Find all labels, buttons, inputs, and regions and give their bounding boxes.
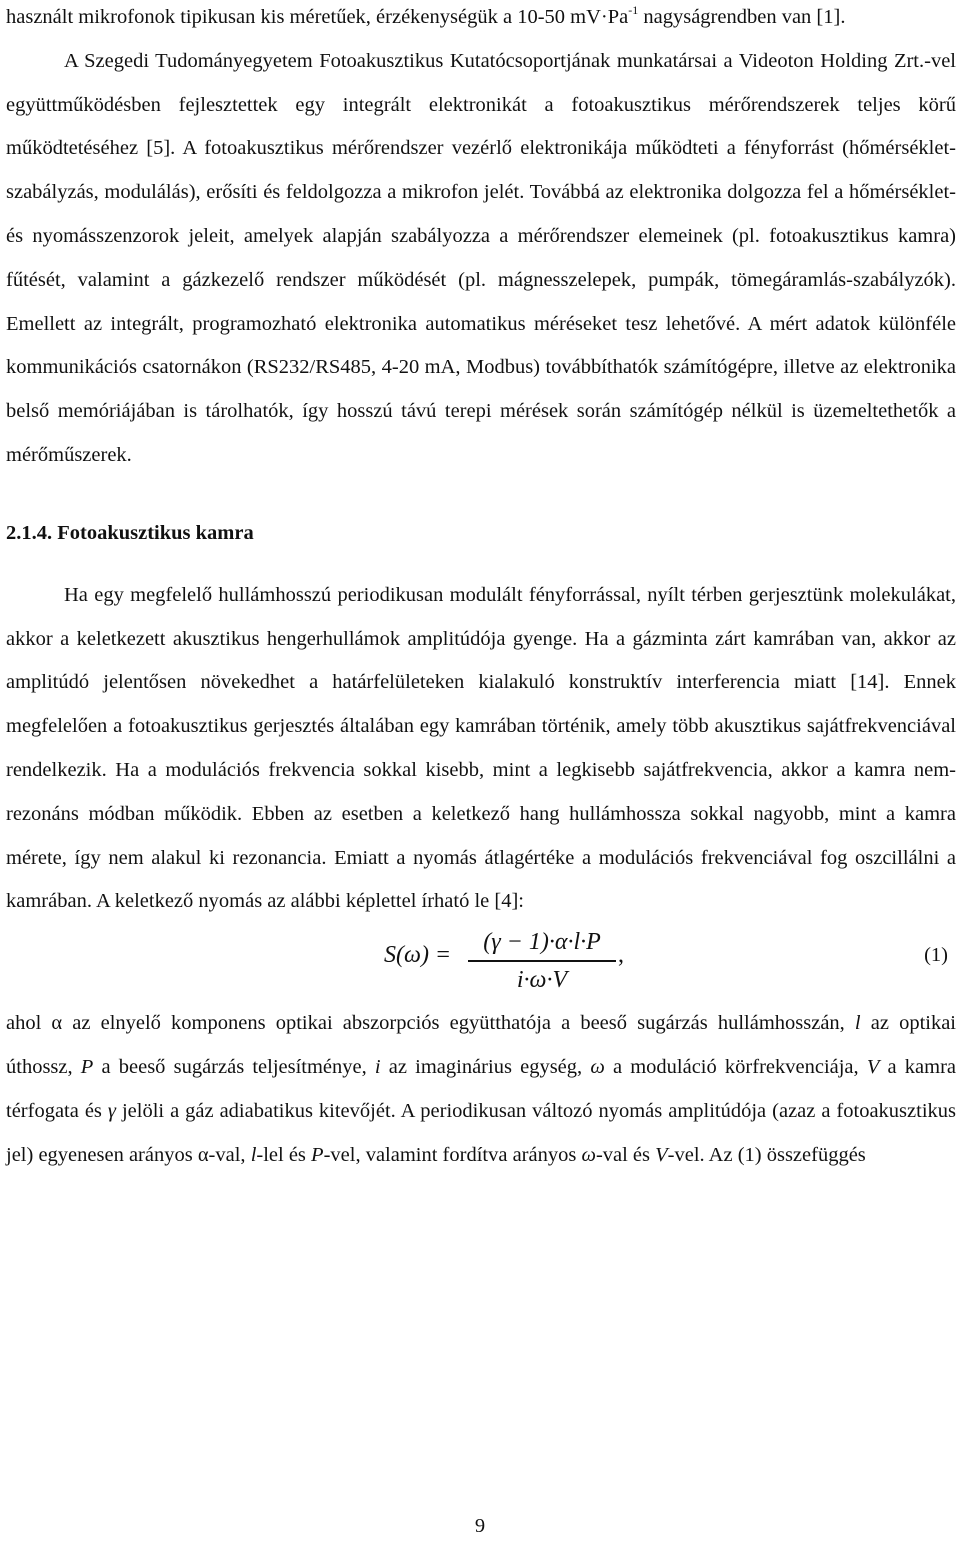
- paragraph-text: az optikai úthossz,: [6, 1012, 957, 1078]
- paragraph-text: használt mikrofonok tipikusan kis méretűek, érzékenységük a 10-50 mV·Pa: [6, 6, 629, 28]
- equation-comma: ,: [618, 942, 624, 969]
- equation-number: (1): [924, 944, 948, 967]
- paragraph-kamra: Ha egy megfelelő hullámhosszú periodikusan modulált fényforrással, nyílt térben gerjesztünk molekulákat, akkor a keletkezett akusztikus hengerhullámok amplitúdója gyenge. Ha a gázminta zárt kamrában van, akkor az amplitúdó jelentősen növekedhet a határfelületeken kialakuló konstruktív interferencia miatt [14]. Ennek megfelelően a fotoakusztikus gerjesztés általában egy kamrában történik, amely több akusztikus sajátfrekvenciával rendelkezik. Ha a modulációs frekvencia sokkal kisebb, mint a legkisebb sajátfrekvencia, akkor a kamra nem-rezonáns módban működik. Ebben az esetben a keletkező hang hullámhossza sokkal nagyobb, mint a kamra mérete, így nem alakul ki rezonancia. Emiatt a nyomás átlagértéke a modulációs frekvenciával fog oszcillálni a kamrában. A keletkező nyomás az alábbi képlettel írható le [4]:: [6, 583, 956, 913]
- symbol-i: i: [374, 1055, 381, 1078]
- equation-denominator: i·ω·V: [516, 966, 568, 993]
- equation-fraction: [468, 926, 616, 996]
- symbol-l: l: [854, 1012, 861, 1035]
- paragraph-text: jelöli a gáz adiabatikus kitevőjét. A periodikusan változó nyomás amplitúdója (azaz a fotoakusztikus jel) egyenesen arányos α-val,: [6, 1099, 956, 1166]
- paragraph-text: -vel, valamint fordítva arányos: [323, 1143, 582, 1166]
- paragraph-text: a beeső sugárzás teljesítménye,: [93, 1055, 375, 1078]
- symbol-l: l: [250, 1143, 257, 1166]
- paragraph-text: ahol α az elnyelő komponens optikai abszorpciós együtthatója a beeső sugárzás hullámhosszán,: [6, 1012, 855, 1035]
- equation-lhs: S(ω) =: [384, 942, 452, 969]
- section-heading: 2.1.4. Fotoakusztikus kamra: [6, 521, 254, 544]
- equation-1: [6, 926, 956, 996]
- symbol-omega: ω: [581, 1143, 596, 1166]
- paragraph-text: -vel. Az (1) összefüggés: [667, 1143, 866, 1166]
- paragraph-text: a kamra térfogata és: [6, 1055, 957, 1122]
- page-number: 9: [474, 1515, 486, 1537]
- paragraph-mikrofon: [6, 0, 956, 40]
- symbol-V: V: [866, 1055, 880, 1078]
- equation-numerator: (γ − 1)·α·l·P: [483, 929, 601, 956]
- symbol-V: V: [655, 1143, 668, 1166]
- paragraph-text: a moduláció körfrekvenciája,: [604, 1055, 867, 1078]
- symbol-omega: ω: [590, 1055, 605, 1078]
- symbol-P: P: [80, 1055, 94, 1078]
- paragraph-text: az imaginárius egység,: [380, 1055, 591, 1078]
- superscript: -1: [628, 3, 639, 17]
- paragraph-text: -lel és: [256, 1143, 312, 1166]
- paragraph-elektronika: A Szegedi Tudományegyetem Fotoakusztikus Kutatócsoportjának munkatársai a Videoton Holding Zrt.-vel együttműködésben fejlesztettek egy integrált elektronikát a fotoakusztikus mérőrendszerek teljes körű működtetéséhez [5]. A fotoakusztikus mérőrendszer vezérlő elektronikája működteti a fényforrást (hőmérséklet-szabályzás, modulálás), erősíti és feldolgozza a mikrofon jelét. Továbbá az elektronika dolgozza fel a hőmérséklet- és nyomásszenzorok jeleit, amelyek alapján szabályozza a mérőrendszer elemeinek (pl. fotoakusztikus kamra) fűtését, valamint a gázkezelő rendszer működését (pl. mágnesszelepek, pumpák, tömegáramlás-szabályzók). Emellett az integrált, programozható elektronika automatikus méréseket tesz lehetővé. A mért adatok különféle kommunikációs csatornákon (RS232/RS485, 4-20 mA, Modbus) továbbíthatók számítógépre, illetve az elektronika belső memóriájában is tárolhatók, így hosszú távú terepi mérések során számítógép nélkül is üzemeltethetők a mérőműszerek.: [6, 49, 956, 466]
- symbol-P: P: [311, 1143, 324, 1166]
- fraction-bar: [468, 960, 616, 962]
- paragraph-symbols: [6, 1002, 956, 1177]
- paragraph-text: nagyságrendben van [1].: [638, 6, 846, 28]
- symbol-gamma: γ: [107, 1099, 116, 1122]
- paragraph-text: -val és: [595, 1143, 656, 1166]
